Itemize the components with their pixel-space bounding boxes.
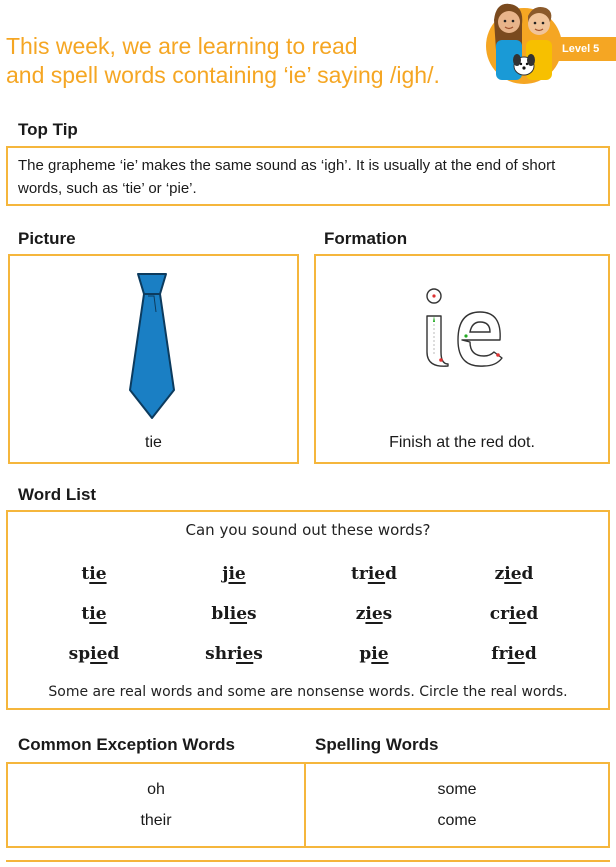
word-list-prompt: Can you sound out these words?: [185, 521, 431, 539]
word-grapheme: ie: [371, 644, 389, 664]
word-grapheme: ie: [367, 564, 386, 584]
word-grapheme: ie: [504, 564, 522, 584]
word-list-instruction: Some are real words and some are nonsense words. Circle the real words.: [48, 684, 568, 700]
word-prefix: tr: [351, 564, 368, 584]
word-prefix: z: [494, 564, 505, 584]
spelling-word-1: some: [437, 781, 477, 798]
word-prefix: sp: [68, 644, 91, 664]
word-list-item: [164, 563, 304, 585]
word-prefix: t: [81, 564, 90, 584]
formation-caption: Finish at the red dot.: [389, 434, 535, 451]
word-suffix: d: [107, 644, 120, 664]
word-prefix: j: [222, 564, 229, 584]
word-list-item: [164, 603, 304, 625]
word-suffix: s: [382, 604, 393, 624]
picture-caption: tie: [145, 434, 162, 451]
word-prefix: t: [81, 604, 90, 624]
word-grapheme: ie: [90, 644, 108, 664]
word-grapheme: ie: [236, 644, 254, 664]
word-prefix: fr: [491, 644, 508, 664]
letter-formation-graphic: [414, 282, 510, 372]
word-grid: [24, 563, 584, 665]
word-grapheme: ie: [228, 564, 246, 584]
word-prefix: shr: [205, 644, 237, 664]
word-prefix: cr: [489, 604, 510, 624]
word-grapheme: ie: [89, 564, 107, 584]
word-list-item: [444, 643, 584, 665]
word-list-item: [304, 563, 444, 585]
word-suffix: d: [521, 564, 534, 584]
level-badge: Level 5: [552, 37, 616, 61]
word-grapheme: ie: [229, 604, 248, 624]
word-suffix: d: [526, 604, 539, 624]
word-list-item: [444, 563, 584, 585]
spelling-words-heading: Spelling Words: [315, 735, 439, 754]
word-list-item: [304, 643, 444, 665]
word-suffix: d: [524, 644, 537, 664]
word-list-item: [24, 603, 164, 625]
page-title: [6, 32, 486, 90]
word-list-item: [164, 643, 304, 665]
word-list-heading: Word List: [18, 485, 97, 504]
word-prefix: p: [359, 644, 372, 664]
word-suffix: s: [253, 644, 263, 664]
word-suffix: s: [247, 604, 257, 624]
word-list-item: [304, 603, 444, 625]
word-grapheme: ie: [89, 604, 107, 624]
word-list-item: [444, 603, 584, 625]
word-suffix: d: [385, 564, 397, 584]
spelling-word-2: come: [437, 812, 477, 829]
formation-heading: Formation: [324, 229, 408, 248]
common-exception-heading: Common Exception Words: [18, 735, 235, 754]
necktie-icon: [126, 272, 178, 420]
word-list-item: [24, 643, 164, 665]
word-prefix: bl: [211, 604, 230, 624]
top-tip-heading: Top Tip: [18, 120, 78, 139]
word-grapheme: ie: [365, 604, 383, 624]
title-line-1: This week, we are learning to read: [6, 33, 358, 59]
footer-divider: [6, 860, 610, 862]
picture-heading: Picture: [18, 229, 76, 248]
common-exception-word-2: their: [140, 812, 172, 829]
title-line-2: and spell words containing ‘ie’ saying /igh/.: [6, 62, 440, 88]
word-list-item: [24, 563, 164, 585]
word-grapheme: ie: [509, 604, 527, 624]
word-prefix: z: [355, 604, 366, 624]
word-grapheme: ie: [507, 644, 525, 664]
top-tip-text: The grapheme ‘ie’ makes the same sound as ‘igh’. It is usually at the end of short words, such as ‘tie’ or ‘pie’.: [18, 157, 556, 197]
common-exception-word-1: oh: [147, 781, 165, 798]
